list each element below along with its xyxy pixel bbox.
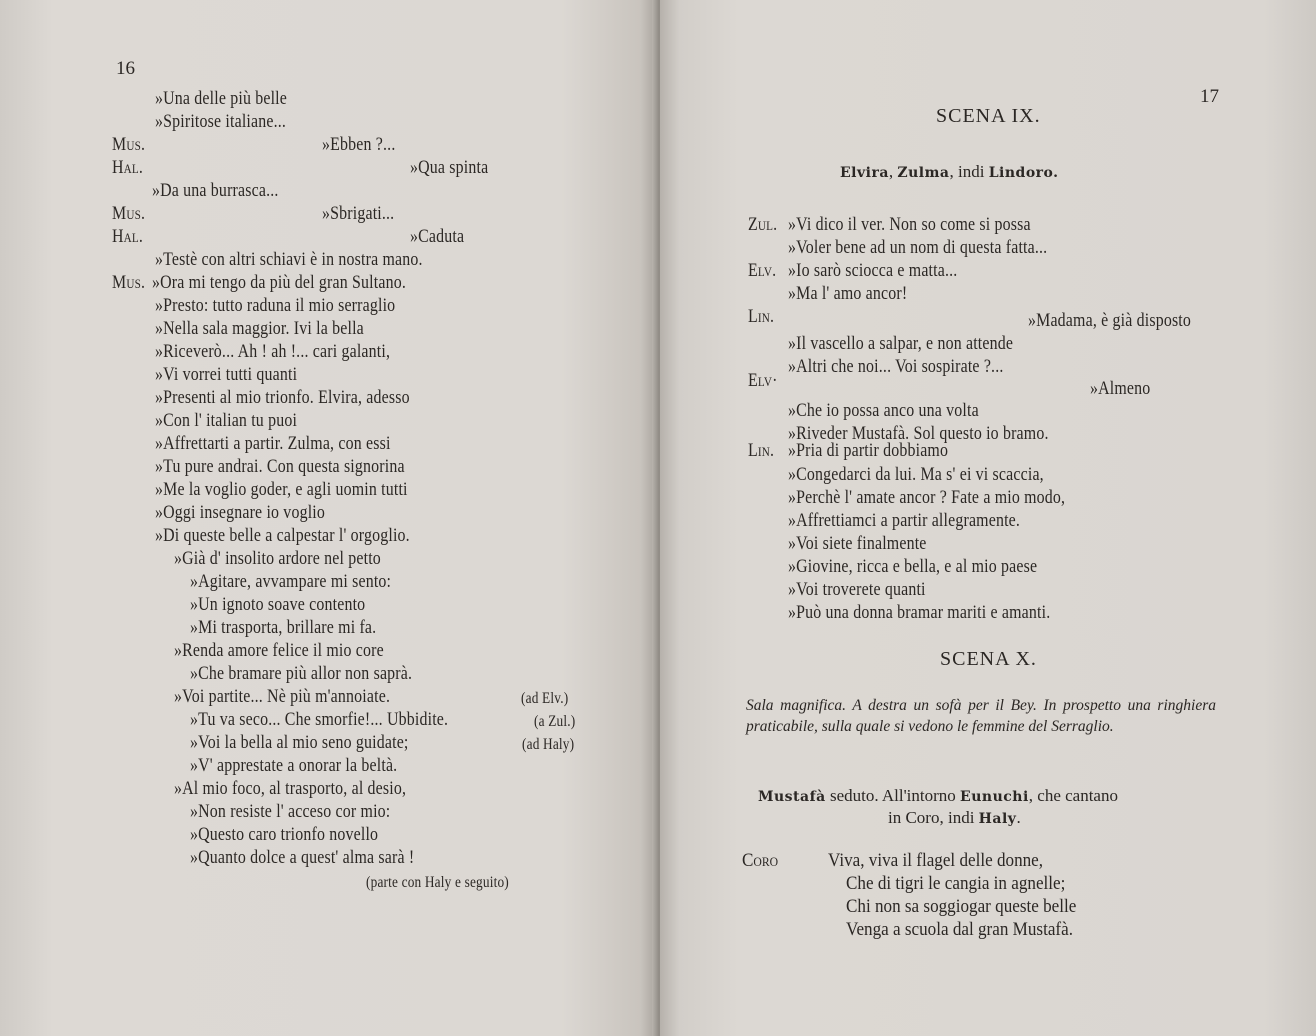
verse-line: »Io sarò sciocca e matta... — [788, 261, 958, 281]
speaker-label: Elv· — [748, 371, 778, 391]
cast-line: in Coro, indi Haly. — [888, 808, 1021, 827]
verse-line: »Quanto dolce a quest' alma sarà ! — [190, 848, 415, 868]
verse-line: »Tu va seco... Che smorfie!... Ubbidite. — [190, 710, 449, 730]
verse-line: »Ebben ?... — [322, 135, 396, 155]
verse-line: »Questo caro trionfo novello — [190, 825, 379, 845]
verse-line: »Voi siete finalmente — [788, 534, 927, 554]
verse-line: »Tu pure andrai. Con questa signorina — [155, 457, 405, 477]
verse-line: »Una delle più belle — [155, 89, 288, 109]
verse-line: »Spiritose italiane... — [155, 112, 287, 132]
verse-line: »Oggi insegnare io voglio — [155, 503, 326, 523]
page-number: 16 — [116, 58, 135, 79]
page-number: 17 — [1200, 86, 1219, 107]
speaker-label: Mus. — [112, 204, 146, 224]
verse-line: »Può una donna bramar mariti e amanti. — [788, 603, 1051, 623]
verse-line: »Vi vorrei tutti quanti — [155, 365, 298, 385]
verse-line: »Ora mi tengo da più del gran Sultano. — [152, 273, 406, 293]
verse-line: »Che bramare più allor non saprà. — [190, 664, 413, 684]
verse-line: »Sbrigati... — [322, 204, 395, 224]
verse-line: Venga a scuola dal gran Mustafà. — [846, 919, 1073, 940]
exit-direction: (parte con Haly e seguito) — [366, 874, 509, 891]
verse-line: Viva, viva il flagel delle donne, — [828, 850, 1044, 871]
verse-line: »Congedarci da lui. Ma s' ei vi scaccia, — [788, 465, 1044, 485]
verse-line: »Che io possa anco una volta — [788, 401, 979, 421]
speaker-label: Lin. — [748, 441, 775, 461]
verse-line: »Riveder Mustafà. Sol questo io bramo. — [788, 424, 1049, 444]
verse-line: »Ma l' amo ancor! — [788, 284, 908, 304]
verse-line: »Affrettarti a partir. Zulma, con essi — [155, 434, 391, 454]
verse-line: »Qua spinta — [410, 158, 489, 178]
speaker-label: Hal. — [112, 227, 144, 247]
verse-line: »Madama, è già disposto — [1028, 311, 1192, 331]
verse-line: »Il vascello a salpar, e non attende — [788, 334, 1014, 354]
verse-line: »Renda amore felice il mio core — [174, 641, 384, 661]
verse-line: »Presenti al mio trionfo. Elvira, adesso — [155, 388, 410, 408]
speaker-label: Hal. — [112, 158, 144, 178]
verse-line: »Testè con altri schiavi è in nostra mano. — [155, 250, 423, 270]
verse-line: »Riceverò... Ah ! ah !... cari galanti, — [155, 342, 391, 362]
verse-line: »Almeno — [1090, 379, 1151, 399]
verse-line: »Giovine, ricca e bella, e al mio paese — [788, 557, 1038, 577]
verse-line: »Voi la bella al mio seno guidate; — [190, 733, 409, 753]
verse-line: »Caduta — [410, 227, 465, 247]
scene-title: SCENA X. — [940, 648, 1037, 670]
verse-line: »Mi trasporta, brillare mi fa. — [190, 618, 377, 638]
verse-line: »Voi partite... Nè più m'annoiate. — [174, 687, 391, 707]
verse-line: Che di tigri le cangia in agnelle; — [846, 873, 1066, 894]
stage-note: (ad Haly) — [522, 736, 575, 753]
verse-line: »V' apprestate a onorar la beltà. — [190, 756, 398, 776]
scene-title: SCENA IX. — [936, 105, 1041, 127]
speaker-label: Elv. — [748, 261, 777, 281]
verse-line: »Un ignoto soave contento — [190, 595, 366, 615]
verse-line: »Voler bene ad un nom di questa fatta... — [788, 238, 1048, 258]
verse-line: »Me la voglio goder, e agli uomin tutti — [155, 480, 408, 500]
verse-line: Chi non sa soggiogar queste belle — [846, 896, 1077, 917]
verse-line: »Al mio foco, al trasporto, al desio, — [174, 779, 407, 799]
verse-line: »Con l' italian tu puoi — [155, 411, 298, 431]
verse-line: »Affrettiamci a partir allegramente. — [788, 511, 1021, 531]
verse-line: »Perchè l' amate ancor ? Fate a mio modo, — [788, 488, 1066, 508]
speaker-label: Zul. — [748, 215, 778, 235]
cast-line: Elvira, Zulma, indi Lindoro. — [840, 162, 1059, 181]
verse-line: »Vi dico il ver. Non so come si possa — [788, 215, 1031, 235]
verse-line: »Presto: tutto raduna il mio serraglio — [155, 296, 396, 316]
stage-note: (ad Elv.) — [521, 690, 569, 707]
verse-line: »Voi troverete quanti — [788, 580, 926, 600]
verse-line: »Da una burrasca... — [152, 181, 279, 201]
verse-line: »Già d' insolito ardore nel petto — [174, 549, 381, 569]
stage-note: (a Zul.) — [534, 713, 576, 730]
speaker-label: Coro — [742, 850, 779, 871]
verse-line: »Non resiste l' acceso cor mio: — [190, 802, 391, 822]
speaker-label: Mus. — [112, 273, 146, 293]
verse-line: »Altri che noi... Voi sospirate ?... — [788, 357, 1004, 377]
verse-line: »Di queste belle a calpestar l' orgoglio. — [155, 526, 410, 546]
speaker-label: Lin. — [748, 307, 775, 327]
verse-line: »Nella sala maggior. Ivi la bella — [155, 319, 364, 339]
cast-line: Mustafà seduto. All'intorno Eunuchi, che cantano — [758, 786, 1118, 805]
speaker-label: Mus. — [112, 135, 146, 155]
right-page — [660, 0, 1316, 1036]
verse-line: »Agitare, avvampare mi sento: — [190, 572, 392, 592]
stage-direction: Sala magnifica. A destra un sofà per il Bey. In prospetto una ringhiera praticabile, sulla quale si vedono le femmine del Serraglio. — [746, 697, 1216, 735]
verse-line: »Pria di partir dobbiamo — [788, 441, 949, 461]
